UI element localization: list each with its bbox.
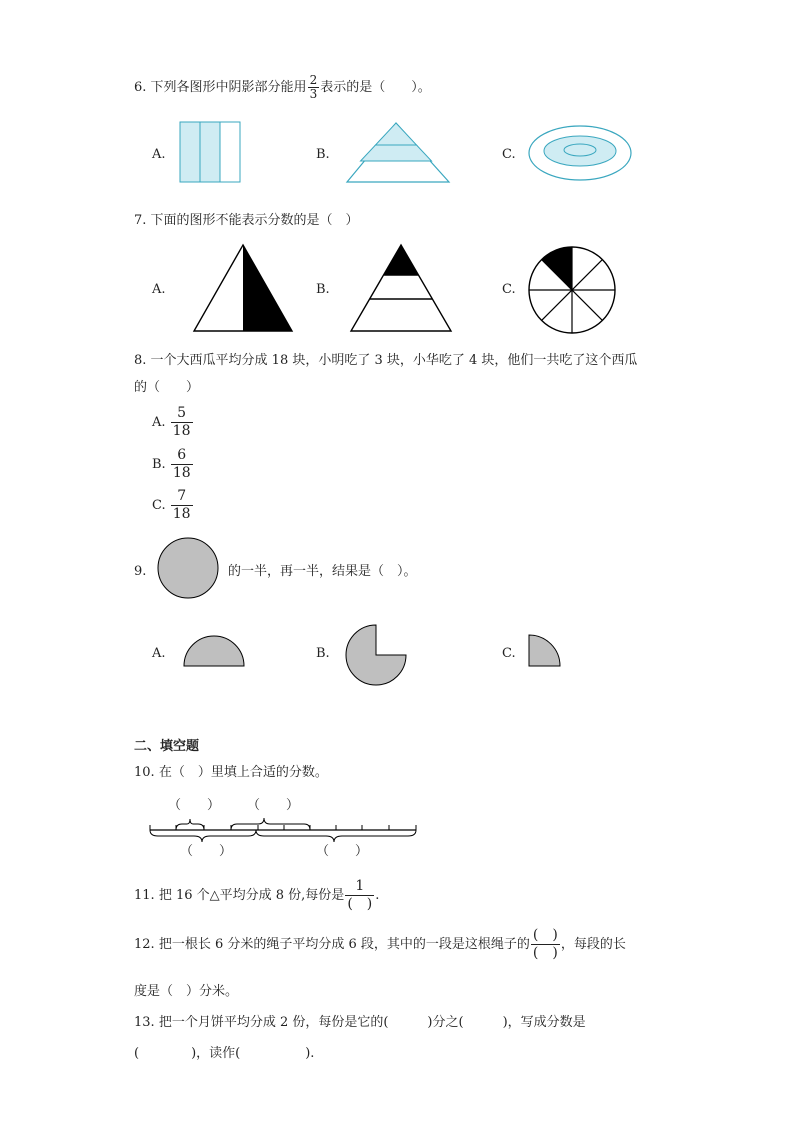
q13-line1: 13. 把一个月饼平均分成 2 份，每份是它的( )分之( )，写成分数是 [134, 1015, 586, 1030]
q13-line2: ( )，读作( ). [134, 1046, 315, 1061]
q10-top-blank-2[interactable]: （ ） [247, 798, 300, 813]
q8-line2: 的（ ） [134, 380, 200, 395]
q7-text: 7. 下面的图形不能表示分数的是（ ） [134, 213, 359, 228]
q7-option-c-figure[interactable] [527, 246, 619, 336]
section-title: 二、填空题 [134, 739, 200, 754]
q8-option-a[interactable]: A. $\frac{5}{18}$ [152, 405, 191, 439]
q6-option-b-figure[interactable] [344, 120, 454, 186]
q10-bottom-blank-1[interactable]: （ ） [180, 844, 233, 859]
q12-fraction[interactable]: $\frac{( )}{( )}$ [532, 927, 558, 961]
q8-option-b[interactable]: B. $\frac{6}{18}$ [152, 447, 191, 481]
q7-option-a-label[interactable]: A. [152, 282, 166, 297]
q8-line1: 8. 一个大西瓜平均分成 18 块，小明吃了 3 块，小华吃了 4 块，他们一共吃了这个西瓜 [134, 353, 638, 368]
q9-circle-figure [157, 537, 221, 601]
q9-option-b-label[interactable]: B. [316, 646, 330, 661]
q9-text: 的一半，再一半，结果是（ ）。 [228, 564, 417, 579]
q6-option-a-figure[interactable] [178, 121, 244, 185]
q9-option-a-label[interactable]: A. [152, 646, 166, 661]
q7-option-b-label[interactable]: B. [316, 282, 330, 297]
q9-number: 9. [134, 564, 147, 579]
q7-option-a-figure[interactable] [192, 243, 296, 335]
q10-number-line [146, 814, 422, 848]
q10-top-blank-1[interactable]: （ ） [168, 798, 221, 813]
q10-text: 10. 在（ ）里填上合适的分数。 [134, 765, 328, 780]
q7-option-c-label[interactable]: C. [502, 282, 516, 297]
q9-option-b-figure[interactable] [344, 623, 410, 687]
q9-option-c-label[interactable]: C. [502, 646, 516, 661]
q12-line1: 12. 把一根长 6 分米的绳子平均分成 6 段，其中的一段是这根绳子的 $\frac{( )}{( )}$ ，每段的长 [134, 927, 626, 961]
q6-option-b-label[interactable]: B. [316, 147, 330, 162]
q7-option-b-figure[interactable] [349, 243, 455, 335]
q11-fraction[interactable]: $\frac{1}{( )}$ [347, 878, 373, 912]
q8-option-c[interactable]: C. $\frac{7}{18}$ [152, 488, 191, 522]
q10-bottom-blank-2[interactable]: （ ） [316, 844, 369, 859]
q6-option-c-figure[interactable] [526, 124, 636, 184]
q6-option-a-label[interactable]: A. [152, 147, 166, 162]
q9-option-a-figure[interactable] [183, 634, 247, 668]
q6-fraction: $\frac{2}{3}$ [309, 73, 318, 101]
q9-option-c-figure[interactable] [527, 633, 563, 669]
q6-option-c-label[interactable]: C. [502, 147, 516, 162]
q11-text: 11. 把 16 个△平均分成 8 份,每份是 $\frac{1}{( )}$ . [134, 878, 380, 912]
q12-line2: 度是（ ）分米。 [134, 984, 239, 999]
q6-text: 6. 下列各图形中阴影部分能用 $\frac{2}{3}$ 表示的是（ ）。 [134, 73, 431, 101]
